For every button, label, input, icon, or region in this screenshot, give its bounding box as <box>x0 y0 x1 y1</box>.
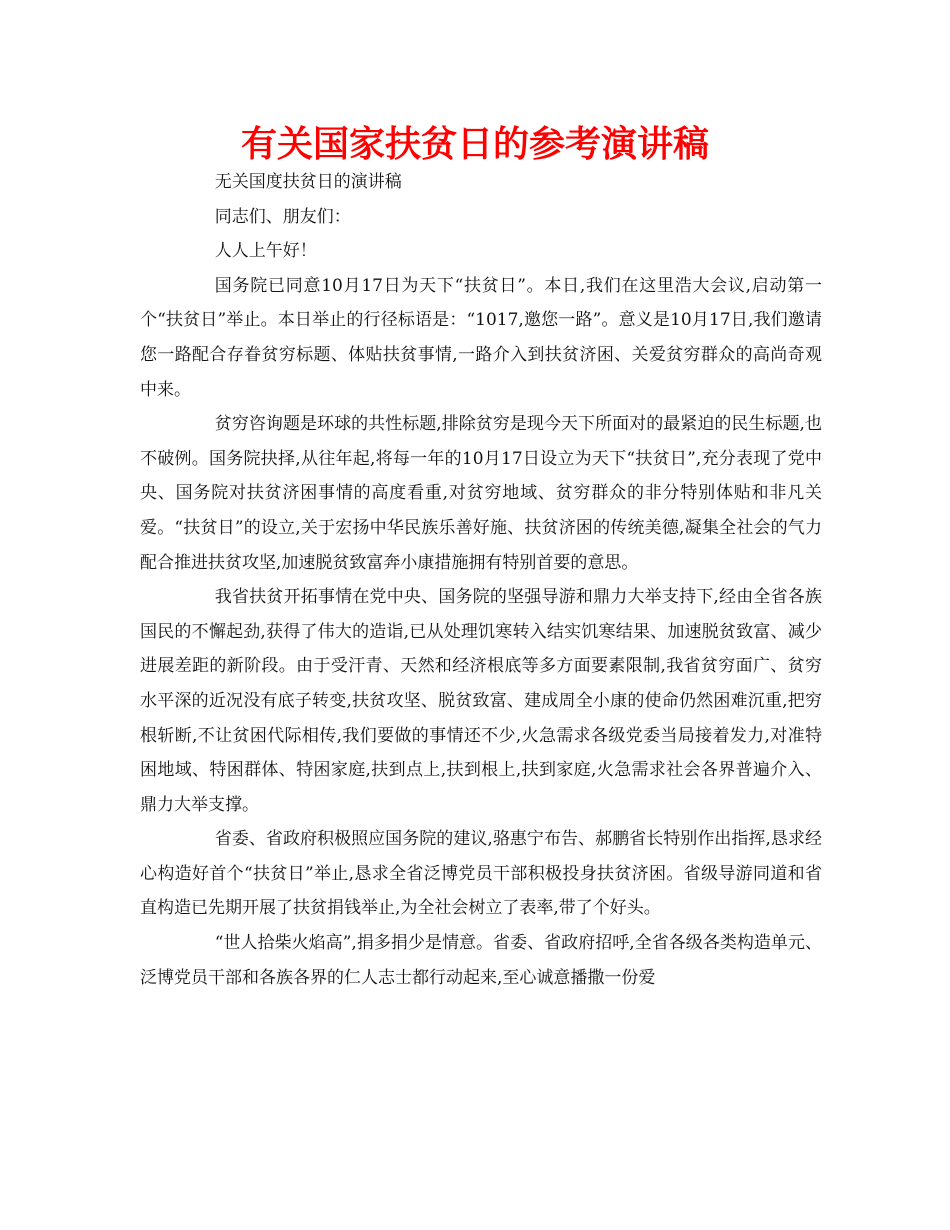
paragraph: 国务院已同意10月17日为天下“扶贫日”。本日,我们在这里浩大会议,启动第一个“扶贫日”举止。本日举止的行径标语是：“1017,邀您一路”。意义是10月17日,我们邀请您一路配合存眷贫穷标题、体贴扶贫事情,一路介入到扶贫济困、关爱贫穷群众的高尚奇观中来。 <box>140 275 822 400</box>
speech-subtitle: 无关国度扶贫日的演讲稿 <box>214 172 402 192</box>
salutation: 同志们、朋友们： <box>214 206 351 227</box>
paragraph: 省委、省政府积极照应国务院的建议,骆惠宁布告、郝鹏省长特别作出指挥,恳求经心构造好首个“扶贫日”举止,恳求全省泛博党员干部积极投身扶贫济困。省级导游同道和省直构造已先期开展了扶贫捐钱举止,为全社会树立了表率,带了个好头。 <box>140 829 822 919</box>
greeting: 人人上午好！ <box>214 241 317 262</box>
document-title: 有关国家扶贫日的参考演讲稿 <box>240 124 709 165</box>
paragraph: 贫穷咨询题是环球的共性标题,排除贫穷是现今天下所面对的最紧迫的民生标题,也不破例。国务院抉择,从往年起,将每一年的10月17日设立为天下“扶贫日”,充分表现了党中央、国务院对扶贫济困事情的高度看重,对贫穷地域、贫穷群众的非分特别体贴和非凡关爱。“扶贫日”的设立,关于宏扬中华民族乐善好施、扶贫济困的传统美德,凝集全社会的气力配合推进扶贫攻坚,加速脱贫致富奔小康措施拥有特别首要的意思。 <box>140 414 822 573</box>
document-body <box>140 165 822 995</box>
paragraph: 我省扶贫开拓事情在党中央、国务院的坚强导游和鼎力大举支持下,经由全省各族国民的不懈起劲,获得了伟大的造诣,已从处理饥寒转入结实饥寒结果、加速脱贫致富、减少进展差距的新阶段。由于受汗青、天然和经济根底等多方面要素限制,我省贫穷面广、贫穷水平深的近况没有底子转变,扶贫攻坚、脱贫致富、建成周全小康的使命仍然困难沉重,把穷根斩断,不让贫困代际相传,我们要做的事情还不少,火急需求各级党委当局接着发力,对准特困地域、特困群体、特困家庭,扶到点上,扶到根上,扶到家庭,火急需求社会各界普遍介入、鼎力大举支撑。 <box>140 587 822 815</box>
paragraph: “世人拾柴火焰高”,捐多捐少是情意。省委、省政府招呼,全省各级各类构造单元、泛博党员干部和各族各界的仁人志士都行动起来,至心诚意播撒一份爱 <box>140 933 822 988</box>
